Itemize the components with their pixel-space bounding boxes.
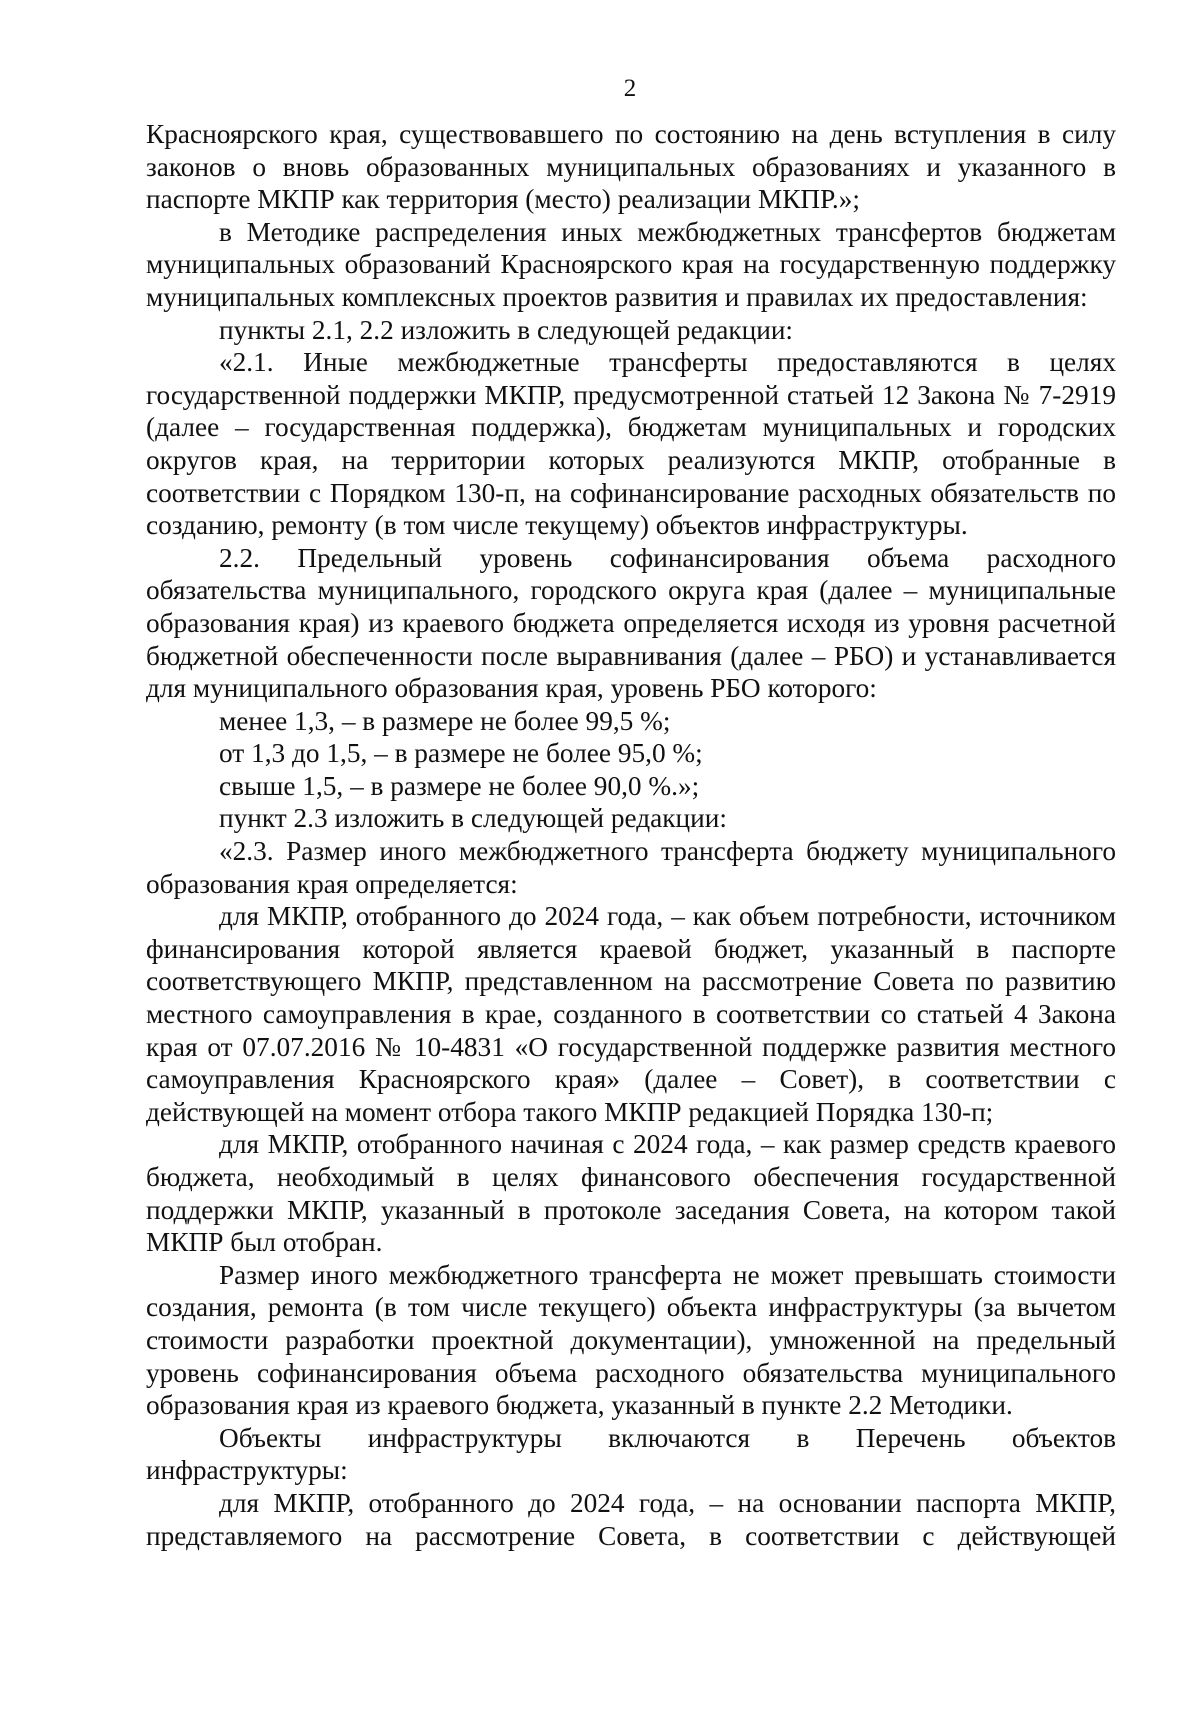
paragraph: Размер иного межбюджетного трансферта не может превышать стоимости создания, ремонта (в том числе текущего) объекта инфраструктуры (за вычетом стоимости разработки проектной документации), умноженной на предельный уровень софинансирования объема расходного обязательства муниципального образования края из краевого бюджета, указанный в пункте 2.2 Методики. — [146, 1259, 1116, 1421]
paragraph: для МКПР, отобранного начиная с 2024 года, – как размер средств краевого бюджета, необходимый в целях финансового обеспечения государственной поддержки МКПР, указанный в протоколе заседания Совета, на котором такой МКПР был отобран. — [146, 1129, 1116, 1258]
list-item: от 1,3 до 1,5, – в размере не более 95,0 %; — [219, 738, 703, 769]
page-number: 2 — [623, 75, 637, 102]
paragraph: для МКПР, отобранного до 2024 года, – как объем потребности, источником финансирования которой является краевой бюджет, указанный в паспорте соответствующего МКПР, представленном на рассмотрение Совета по развитию местного самоуправления в крае, созданного в соответствии со статьей 4 Закона края от 07.07.2016 № 10-4831 «О государственной поддержке развития местного самоуправления Красноярского края» (далее – Совет), в соответствии с действующей на момент отбора такого МКПР редакцией Порядка 130-п; — [146, 901, 1116, 1127]
paragraph: Объекты инфраструктуры включаются в Перечень объектов инфраструктуры: — [146, 1422, 1116, 1486]
paragraph: пункты 2.1, 2.2 изложить в следующей редакции: — [219, 314, 794, 345]
list-item: менее 1,3, – в размере не более 99,5 %; — [219, 705, 671, 736]
paragraph: 2.2. Предельный уровень софинансирования объема расходного обязательства муниципального, городского округа края (далее – муниципальные образования края) из краевого бюджета определяется исходя из уровня расчетной бюджетной обеспеченности после выравнивания (далее – РБО) и устанавливается для муниципального образования края, уровень РБО которого: — [146, 542, 1116, 704]
paragraph: для МКПР, отобранного до 2024 года, – на основании паспорта МКПР, представляемого на рассмотрение Совета, в соответствии с действующей — [146, 1487, 1116, 1551]
paragraph: «2.3. Размер иного межбюджетного трансферта бюджету муниципального образования края определяется: — [146, 836, 1116, 899]
paragraph: Красноярского края, существовавшего по состоянию на день вступления в силу законов о вновь образованных муниципальных образованиях и указанного в паспорте МКПР как территория (место) реализации МКПР.»; — [146, 119, 1116, 215]
paragraph: в Методике распределения иных межбюджетных трансфертов бюджетам муниципальных образований Красноярского края на государственную поддержку муниципальных комплексных проектов развития и правилах их предоставления: — [146, 216, 1116, 312]
document-body — [146, 118, 1116, 1552]
paragraph: «2.1. Иные межбюджетные трансферты предоставляются в целях государственной поддержки МКПР, предусмотренной статьей 12 Закона № 7-2919 (далее – государственная поддержка), бюджетам муниципальных и городских округов края, на территории которых реализуются МКПР, отобранные в соответствии с Порядком 130-п, на софинансирование расходных обязательств по созданию, ремонту (в том числе текущему) объектов инфраструктуры. — [146, 347, 1116, 541]
paragraph: пункт 2.3 изложить в следующей редакции: — [219, 803, 727, 834]
list-item: свыше 1,5, – в размере не более 90,0 %.»; — [219, 770, 700, 801]
